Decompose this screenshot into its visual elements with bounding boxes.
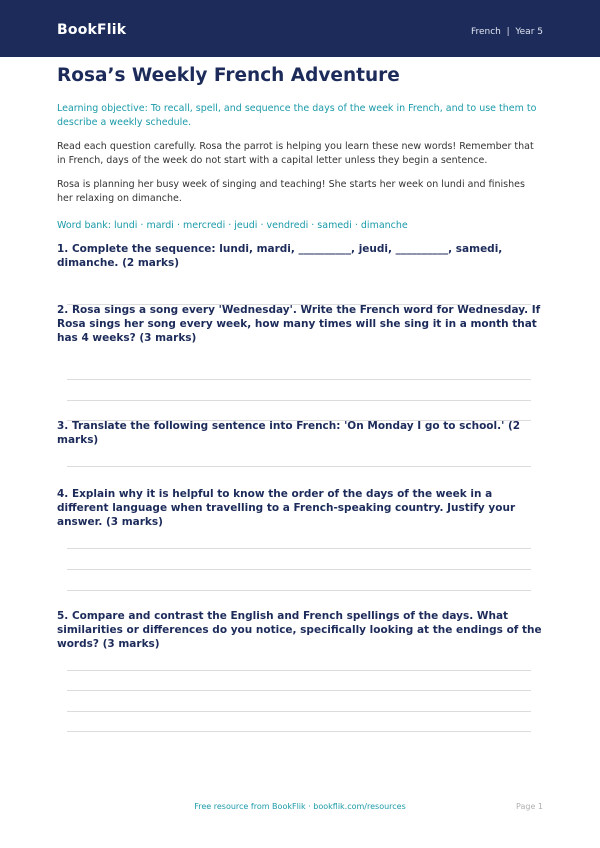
brand-logo: BookFlik xyxy=(57,22,127,38)
answer-line[interactable] xyxy=(67,690,531,691)
word-bank: Word bank: lundi · mardi · mercredi · jeudi · vendredi · samedi · dimanche xyxy=(57,220,408,231)
answer-line[interactable] xyxy=(67,379,531,380)
answer-line[interactable] xyxy=(67,711,531,712)
answer-line[interactable] xyxy=(67,466,531,467)
answer-line[interactable] xyxy=(67,400,531,401)
page-title: Rosa’s Weekly French Adventure xyxy=(57,65,400,86)
answer-line[interactable] xyxy=(67,569,531,570)
question-1: 1. Complete the sequence: lundi, mardi, __________, jeudi, __________, samedi, dimanche. (2 marks) xyxy=(57,243,503,269)
answer-line[interactable] xyxy=(67,590,531,591)
footer-resource-link[interactable]: Free resource from BookFlik · bookflik.com/resources xyxy=(194,802,406,811)
question-4: 4. Explain why it is helpful to know the order of the days of the week in a different language when travelling to a French-speaking country. Justify your answer. (3 marks) xyxy=(57,488,516,528)
intro-section xyxy=(57,64,543,233)
learning-objective: Learning objective: To recall, spell, and sequence the days of the week in French, and to use them to describe a weekly schedule. xyxy=(57,103,537,128)
answer-line[interactable] xyxy=(67,548,531,549)
intro-paragraph: Read each question carefully. Rosa the parrot is helping you learn these new words! Remember that in French, days of the week do not start with a capital letter unless they begin a sentence. xyxy=(57,141,534,166)
question-3: 3. Translate the following sentence into French: 'On Monday I go to school.' (2 marks) xyxy=(57,420,521,446)
answer-line[interactable] xyxy=(67,731,531,732)
question-5: 5. Compare and contrast the English and French spellings of the days. What similarities or differences do you notice, specifically looking at the endings of the words? (3 marks) xyxy=(57,610,542,650)
header-bar xyxy=(0,0,600,57)
story-paragraph: Rosa is planning her busy week of singing and teaching! She starts her week on lundi and finishes her relaxing on dimanche. xyxy=(57,179,525,204)
page-number: Page 1 xyxy=(516,802,543,811)
answer-line[interactable] xyxy=(67,670,531,671)
question-2: 2. Rosa sings a song every 'Wednesday'. Write the French word for Wednesday. If Rosa sings her song every week, how many times will she sing it in a month that has 4 weeks? (3 marks) xyxy=(57,304,541,344)
subject-year-label: French | Year 5 xyxy=(470,27,543,37)
